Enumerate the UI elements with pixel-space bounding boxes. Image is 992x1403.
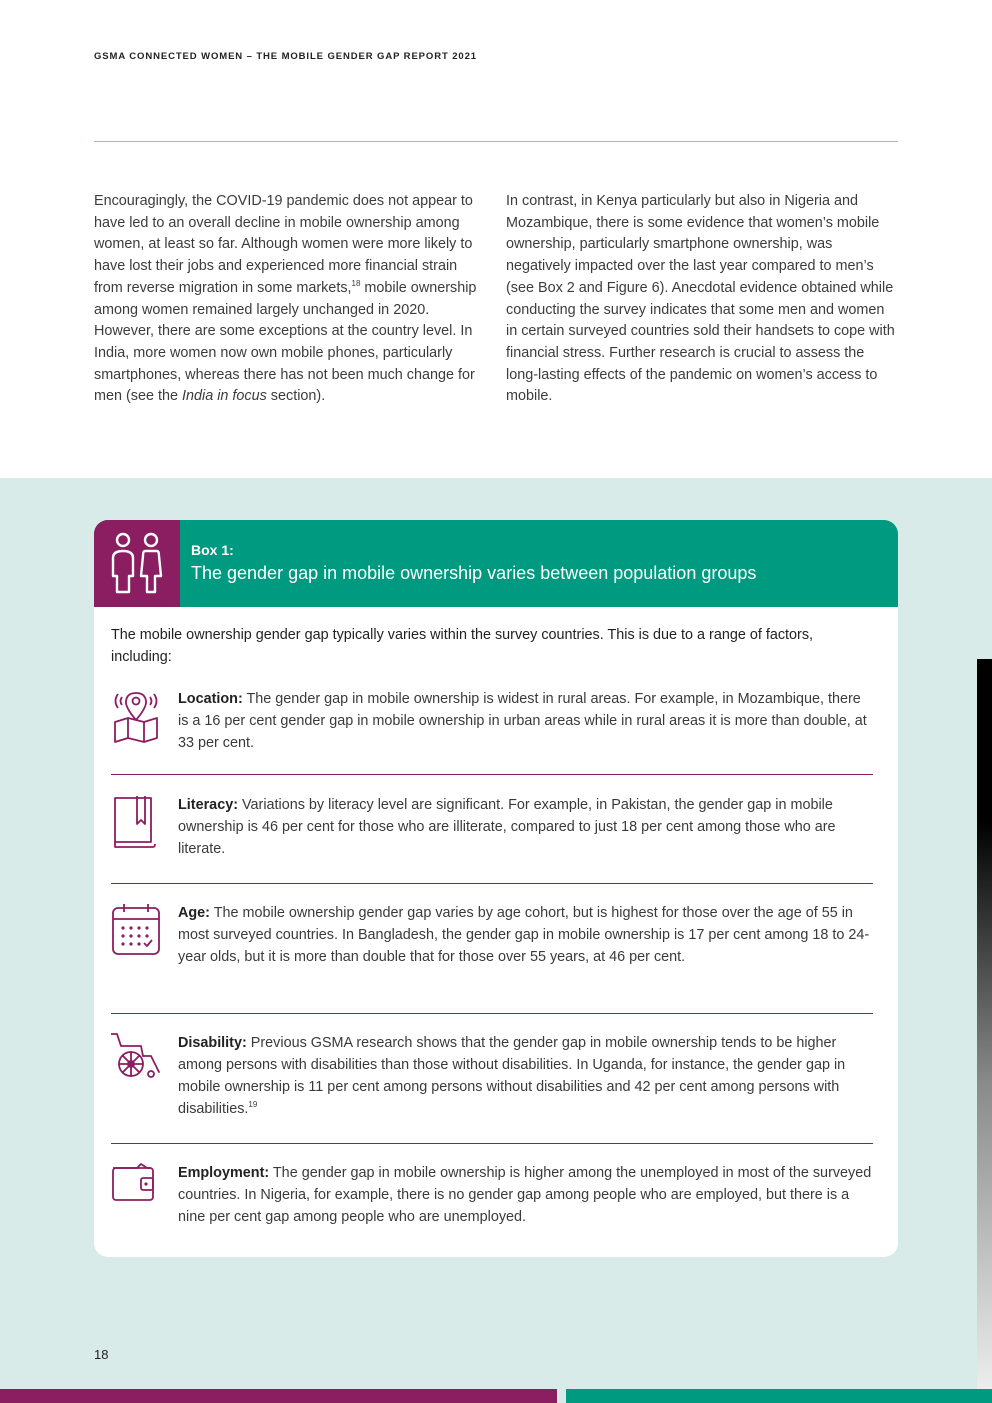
page-number: 18 — [94, 1347, 109, 1362]
divider — [111, 774, 873, 775]
right-text: In contrast, in Kenya particularly but also in Nigeria and Mozambique, there is some evidence that women’s mobile ownership, particularly smartphone ownership, was negatively impacted over the last year compared to men’s (see Box 2 and Figure 6). Anecdotal evidence obtained while conducting the survey indicates that some men and women in certain surveyed countries sold their handsets to cope with financial stress. Further research is crucial to assess the long-lasting effects of the pandemic on women’s access to mobile. — [506, 193, 895, 405]
divider — [111, 1143, 873, 1144]
disability-text — [178, 1032, 874, 1120]
box-intro: The mobile ownership gender gap typically varies within the survey countries. This is due to a range of factors, including: — [111, 627, 814, 665]
wheelchair-icon — [111, 1032, 161, 1088]
page-edge-gradient — [977, 659, 992, 1390]
india-in-focus-reference: India in focus — [182, 388, 267, 405]
body-column-left — [94, 191, 478, 408]
map-location-icon — [111, 688, 161, 744]
left-text-start: Encouragingly, the COVID-19 pandemic does not appear to have led to an overall decline in mobile ownership among women, at least so far. Although women were more likely to have lost their jobs and experienced more financial strain from reverse migration in some markets, — [94, 193, 473, 296]
disability-body: Previous GSMA research shows that the gender gap in mobile ownership tends to be higher among persons with disabilities than those without disabilities. In Uganda, for instance, the gender gap in mobile ownership is 11 per cent among persons without disabilities and 42 per cent among persons with disabilities. — [178, 1035, 846, 1117]
footer-bar-teal — [566, 1389, 992, 1403]
body-column-right — [506, 191, 898, 408]
wallet-icon — [111, 1162, 161, 1218]
box-1 — [94, 520, 898, 1257]
book-icon — [111, 794, 161, 850]
left-text-middle: mobile ownership among women remained largely unchanged in 2020. However, there are some exceptions at the country level. In India, more women now own mobile phones, particularly smartphones, whereas there has not been much change for men (see the — [94, 279, 477, 405]
box-label: Box 1: — [191, 542, 234, 558]
employment-label: Employment: — [178, 1165, 270, 1181]
employment-body: The gender gap in mobile ownership is higher among the unemployed in most of the surveyed countries. In Nigeria, for example, there is no gender gap among people who are employed, but there is a nine per cent gap among people who are unemployed. — [178, 1165, 872, 1225]
divider — [111, 883, 873, 884]
literacy-label: Literacy: — [178, 797, 238, 813]
employment-text — [178, 1162, 874, 1228]
calendar-icon — [111, 902, 161, 958]
box-header — [94, 520, 898, 607]
age-label: Age: — [178, 905, 210, 921]
left-text-end: section). — [266, 388, 326, 405]
location-label: Location: — [178, 691, 243, 707]
footnote-19[interactable]: 19 — [248, 1100, 258, 1110]
location-body: The gender gap in mobile ownership is widest in rural areas. For example, in Mozambique, there is a 16 per cent gender gap in mobile ownership in urban areas while in rural areas it is more than double, at 33 per cent. — [178, 691, 867, 751]
people-icon — [107, 532, 167, 596]
location-text — [178, 688, 874, 754]
age-text — [178, 902, 874, 968]
box-icon-panel — [94, 520, 180, 607]
divider — [111, 1013, 873, 1014]
footer-bar-magenta — [0, 1389, 557, 1403]
box-title: The gender gap in mobile ownership varies between population groups — [191, 563, 757, 583]
disability-label: Disability: — [178, 1035, 247, 1051]
report-header: GSMA CONNECTED WOMEN – THE MOBILE GENDER GAP REPORT 2021 — [94, 51, 477, 62]
literacy-text — [178, 794, 874, 860]
literacy-body: Variations by literacy level are significant. For example, in Pakistan, the gender gap in mobile ownership is 46 per cent for those who are illiterate, compared to just 18 per cent among those who are literate. — [178, 797, 836, 857]
age-body: The mobile ownership gender gap varies by age cohort, but is highest for those over the age of 55 in most surveyed countries. In Bangladesh, the gender gap in mobile ownership is 17 per cent among 18 to 24-year olds, but it is more than double that for those over 55 years, at 46 per cent. — [178, 905, 870, 965]
header-rule — [94, 141, 898, 142]
footnote-18[interactable]: 18 — [351, 279, 361, 289]
